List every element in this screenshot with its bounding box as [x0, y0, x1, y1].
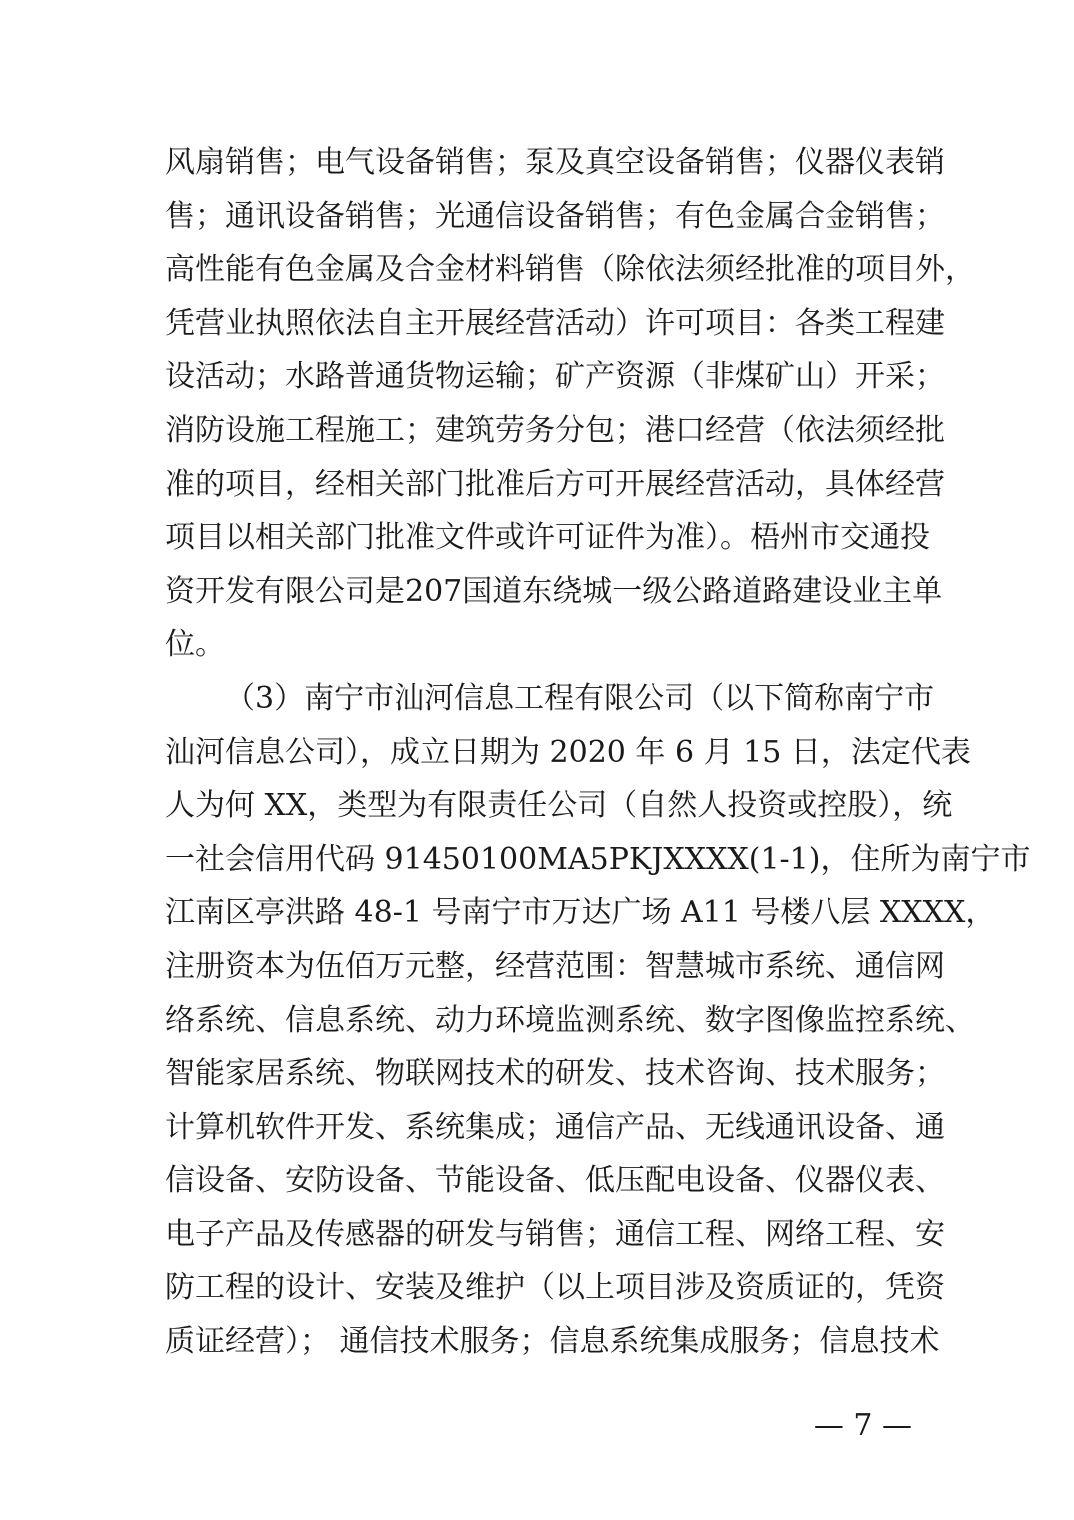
text-line: 人为何 XX，类型为有限责任公司（自然人投资或控股），统: [165, 788, 953, 824]
text-line: 一社会信用代码 91450100MA5PKJXXXX(1-1)，住所为南宁市: [165, 841, 1031, 877]
text-line: 高性能有色金属及合金材料销售（除依法须经批准的项目外，: [165, 252, 975, 288]
text-line: 信设备、安防设备、节能设备、低压配电设备、仪器仪表、: [165, 1163, 945, 1199]
text-line: 位。: [165, 627, 225, 663]
text-line: 消防设施工程施工；建筑劳务分包；港口经营（依法须经批: [165, 412, 945, 448]
text-line: 设活动；水路普通货物运输；矿产资源（非煤矿山）开采；: [165, 359, 945, 395]
text-line: 质证经营）； 通信技术服务；信息系统集成服务；信息技术: [165, 1324, 940, 1360]
text-line: 电子产品及传感器的研发与销售；通信工程、网络工程、安: [165, 1216, 945, 1252]
text-line: 汕河信息公司），成立日期为 2020 年 6 月 15 日，法定代表: [165, 734, 971, 770]
paragraph-start-line: （3）南宁市汕河信息工程有限公司（以下简称南宁市: [225, 680, 935, 716]
text-line: 凭营业执照依法自主开展经营活动）许可项目：各类工程建: [165, 305, 945, 341]
text-line: 风扇销售；电气设备销售；泵及真空设备销售；仪器仪表销: [165, 145, 945, 180]
text-line: 智能家居系统、物联网技术的研发、技术咨询、技术服务；: [165, 1056, 945, 1092]
body-text: [165, 136, 1031, 1369]
text-line: 准的项目，经相关部门批准后方可开展经营活动，具体经营: [165, 466, 945, 502]
text-line: 江南区亭洪路 48-1 号南宁市万达广场 A11 号楼八层 XXXX，: [165, 895, 996, 931]
text-line: 售；通讯设备销售；光通信设备销售；有色金属合金销售；: [165, 198, 945, 234]
text-line: 计算机软件开发、系统集成；通信产品、无线通讯设备、通: [165, 1109, 945, 1145]
text-line: 注册资本为伍佰万元整，经营范围：智慧城市系统、通信网: [165, 948, 945, 984]
page-number: — 7 —: [813, 1408, 912, 1443]
text-line: 项目以相关部门批准文件或许可证件为准）。梧州市交通投: [165, 520, 930, 556]
text-line: 资开发有限公司是207国道东绕城一级公路道路建设业主单: [165, 573, 943, 609]
text-line: 络系统、信息系统、动力环境监测系统、数字图像监控系统、: [165, 1002, 975, 1038]
text-line: 防工程的设计、安装及维护（以上项目涉及资质证的，凭资: [165, 1270, 945, 1306]
